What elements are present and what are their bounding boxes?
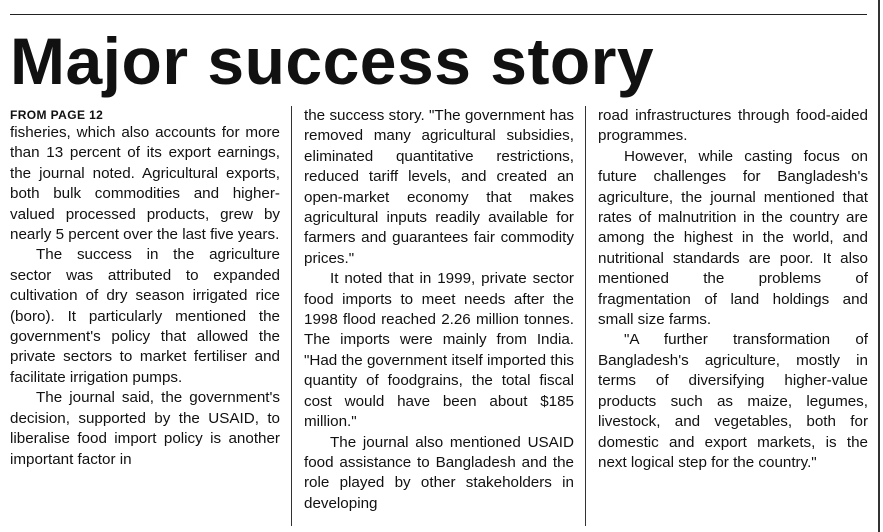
article-column-3 — [598, 106, 868, 473]
paragraph: The journal also mentioned USAID food assistance to Bangladesh and the role played by other stakeholders in developing — [304, 433, 574, 512]
continuation-kicker: FROM PAGE 12 — [10, 108, 104, 122]
article-column-2 — [304, 106, 574, 514]
paragraph: fisheries, which also accounts for more than 13 percent of its export earnings, the journal noted. Agricultural exports, both bulk commodities and higher-valued processed products, grew by nearly 5 percent over the last five years. — [10, 124, 280, 244]
paragraph: It noted that in 1999, private sector food imports to meet needs after the 1998 flood reached 2.26 million tonnes. The imports were mainly from India. "Had the government itself imported this quantity of foodgrains, the total fiscal cost would have been about $185 million." — [304, 270, 574, 431]
paragraph: road infrastructures through food-aided programmes. — [598, 107, 868, 145]
paragraph: "A further transformation of Bangladesh's agriculture, mostly in terms of diversifying higher-value products such as maize, legumes, livestock, and vegetables, both for domestic and export markets, is the next logical step for the country." — [598, 331, 868, 471]
top-divider — [10, 14, 867, 15]
paragraph: However, while casting focus on future challenges for Bangladesh's agriculture, the journal mentioned that rates of malnutrition in the country are among the highest in the world, and nutritional standards are poor. It also mentioned the problems of fragmentation of land holdings and small size farms. — [598, 147, 868, 329]
column-divider-1 — [291, 106, 292, 526]
paragraph: The journal said, the government's decision, supported by the USAID, to liberalise food import policy is another important factor in — [10, 389, 280, 468]
column-divider-2 — [585, 106, 586, 526]
paragraph: The success in the agriculture sector was attributed to expanded cultivation of dry season irrigated rice (boro). It particularly mentioned the government's policy that allowed the private sectors to market fertiliser and facilitate irrigation pumps. — [10, 246, 280, 386]
article-column-1 — [10, 106, 280, 470]
paragraph: the success story. "The government has removed many agricultural subsidies, eliminated quantitative restrictions, reduced tariff levels, and created an open-market economy that makes agricultural inputs readily available for farmers and guarantees fair commodity prices." — [304, 107, 574, 267]
right-border — [878, 0, 880, 532]
headline: Major success story — [10, 24, 655, 98]
